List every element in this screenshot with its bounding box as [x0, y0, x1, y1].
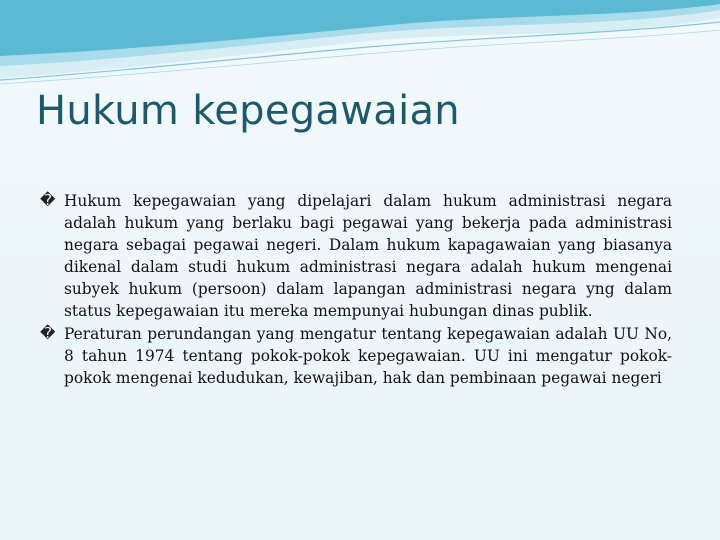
bullet-text: Hukum kepegawaian yang dipelajari dalam hukum administrasi negara adalah hukum yang berlaku bagi pegawai yang bekerja pada administrasi negara sebagai pegawai negeri. Dalam hukum kapagawaian yang biasanya dikenal dalam studi hukum administrasi negara adalah hukum mengenai subyek hukum (persoon) dalam lapangan administrasi negara yng dalam status kepegawaian itu mereka mempunyai hubungan dinas publik. [64, 192, 672, 321]
replacement-character-icon [40, 192, 55, 208]
slide-body [40, 190, 672, 389]
header-wave-decoration [0, 0, 720, 90]
bullet-item-2 [40, 323, 672, 389]
bullet-text: Peraturan perundangan yang mengatur tentang kepegawaian adalah UU No, 8 tahun 1974 tentang pokok-pokok kepegawaian. UU ini mengatur pokok-pokok mengenai kedudukan, kewajiban, hak dan pembinaan pegawai negeri [64, 324, 672, 387]
slide-title: Hukum kepegawaian [36, 88, 460, 134]
replacement-character-icon [40, 325, 55, 341]
bullet-item-1 [40, 190, 672, 323]
